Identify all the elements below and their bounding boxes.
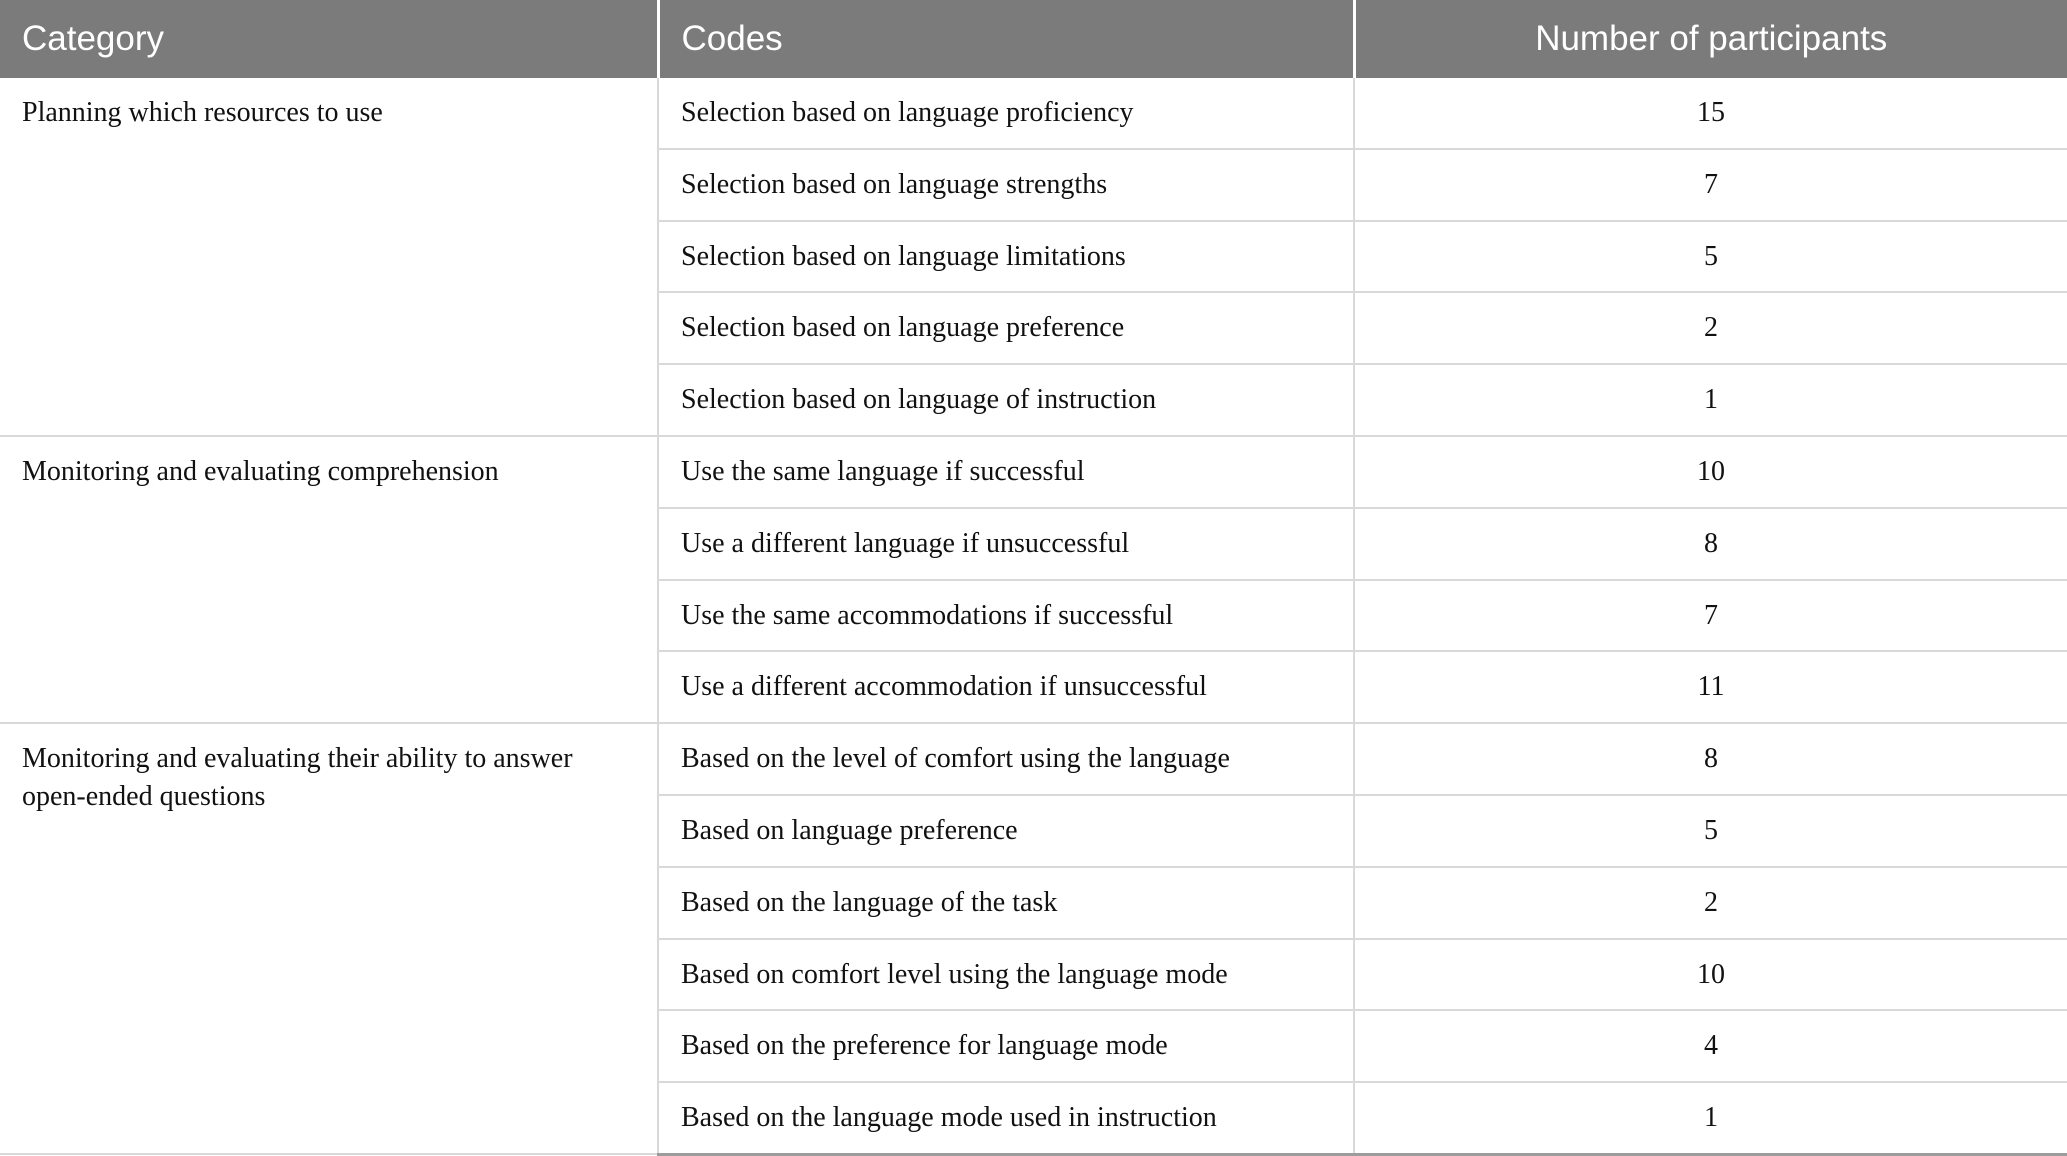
code-label: Selection based on language limitations [681, 240, 1126, 272]
participant-count-value: 5 [1704, 240, 1718, 272]
participant-count-cell [1354, 364, 2067, 436]
participant-count-cell [1354, 795, 2067, 867]
table-body [0, 78, 2067, 1154]
code-label: Use a different accommodation if unsuccessful [681, 671, 1207, 703]
participant-count-cell [1354, 580, 2067, 652]
participant-count-value: 1 [1704, 1102, 1718, 1134]
code-label: Based on language preference [681, 814, 1018, 846]
code-cell [658, 149, 1354, 221]
participant-count-cell [1354, 867, 2067, 939]
code-label: Based on comfort level using the language mode [681, 958, 1228, 990]
code-cell [658, 723, 1354, 795]
table-row [0, 723, 2067, 795]
code-label: Based on the language of the task [681, 886, 1058, 918]
participant-count-value: 10 [1697, 958, 1725, 990]
participant-count-value: 5 [1704, 814, 1718, 846]
table-row [0, 436, 2067, 508]
code-cell [658, 436, 1354, 508]
table-header [0, 0, 2067, 78]
participant-count-cell [1354, 78, 2067, 149]
code-cell [658, 939, 1354, 1011]
participant-count-cell [1354, 292, 2067, 364]
code-cell [658, 795, 1354, 867]
participant-count-cell [1354, 508, 2067, 580]
category-label: Planning which resources to use [22, 97, 383, 128]
participant-count-cell [1354, 436, 2067, 508]
code-label: Selection based on language strengths [681, 168, 1108, 200]
participant-count-value: 2 [1704, 886, 1718, 918]
code-cell [658, 364, 1354, 436]
column-header-codes: Codes [658, 0, 1354, 78]
participant-count-value: 7 [1704, 168, 1718, 200]
participant-count-value: 7 [1704, 599, 1718, 631]
participant-count-value: 2 [1704, 312, 1718, 344]
code-cell [658, 508, 1354, 580]
code-label: Use the same language if successful [681, 455, 1085, 487]
participant-count-cell [1354, 723, 2067, 795]
participant-count-value: 11 [1697, 671, 1725, 703]
table-row [0, 78, 2067, 149]
participant-count-value: 1 [1704, 384, 1718, 416]
participant-count-cell [1354, 149, 2067, 221]
code-cell [658, 1082, 1354, 1154]
code-cell [658, 292, 1354, 364]
code-label: Selection based on language proficiency [681, 97, 1134, 128]
column-header-participants: Number of participants [1354, 0, 2067, 78]
category-cell [0, 78, 658, 436]
participant-count-value: 10 [1697, 455, 1725, 487]
code-label: Selection based on language preference [681, 312, 1125, 344]
category-cell [0, 723, 658, 1154]
category-label: Monitoring and evaluating comprehension [22, 455, 499, 487]
code-label: Based on the level of comfort using the language [681, 743, 1230, 775]
category-label: Monitoring and evaluating their ability to answer open-ended questions [22, 743, 573, 812]
code-cell [658, 221, 1354, 293]
participant-count-cell [1354, 651, 2067, 723]
participant-count-cell [1354, 1082, 2067, 1154]
participant-count-value: 4 [1704, 1030, 1718, 1062]
participant-count-value: 8 [1704, 743, 1718, 775]
participant-count-cell [1354, 939, 2067, 1011]
participant-count-cell [1354, 1010, 2067, 1082]
code-label: Based on the preference for language mode [681, 1030, 1168, 1062]
code-label: Use the same accommodations if successful [681, 599, 1174, 631]
code-label: Selection based on language of instruction [681, 384, 1157, 416]
table-header-row [0, 0, 2067, 78]
code-label: Based on the language mode used in instruction [681, 1102, 1217, 1134]
participant-count-value: 15 [1697, 97, 1725, 128]
code-cell [658, 867, 1354, 939]
column-header-category: Category [0, 0, 658, 78]
code-cell [658, 580, 1354, 652]
code-cell [658, 651, 1354, 723]
participant-count-cell [1354, 221, 2067, 293]
category-cell [0, 436, 658, 723]
code-cell [658, 1010, 1354, 1082]
participant-count-value: 8 [1704, 527, 1718, 559]
code-cell [658, 78, 1354, 149]
code-label: Use a different language if unsuccessful [681, 527, 1130, 559]
